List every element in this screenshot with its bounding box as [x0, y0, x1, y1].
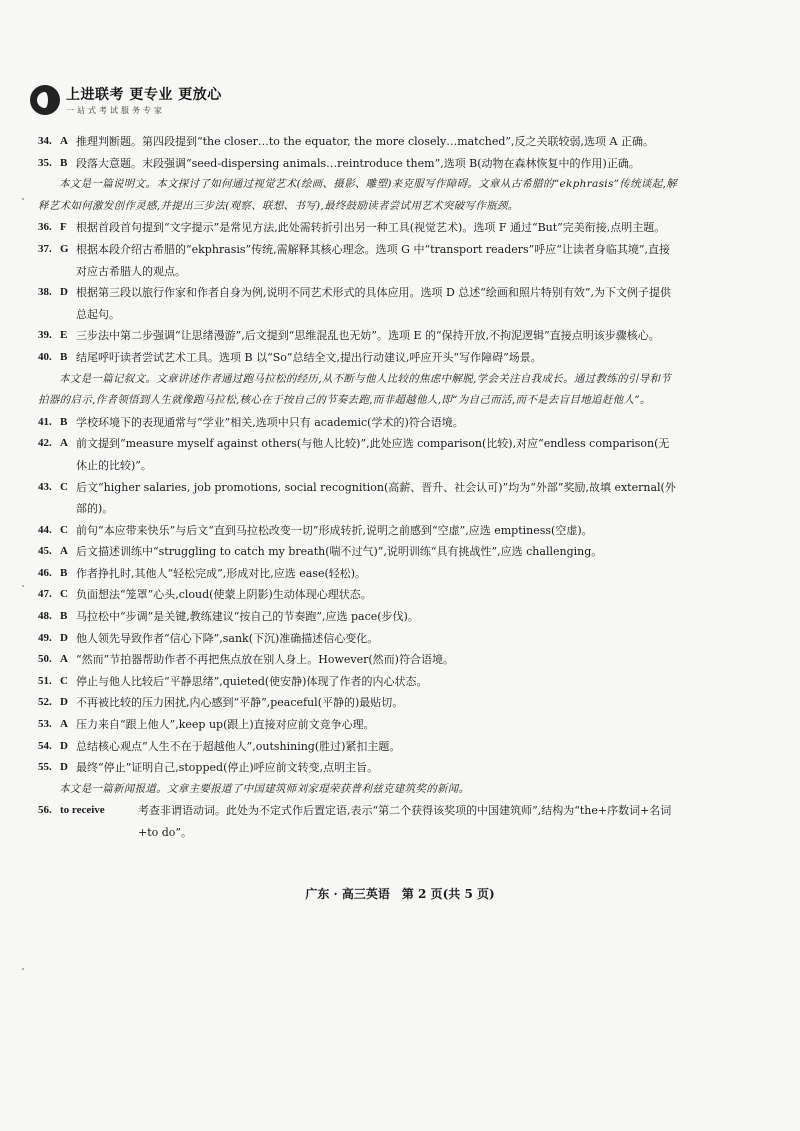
answer-explanation: “然而”节拍器帮助作者不再把焦点放在别人身上。However(然而)符合语境。: [76, 653, 454, 667]
answer-explanation: 根据首段首句提到“文字提示”是常见方法,此处需转折引出另一种工具(视觉艺术)。选项 F 通过“But”完美衔接,点明主题。: [76, 221, 666, 235]
answer-item: [38, 606, 678, 628]
answer-item: [38, 217, 678, 239]
answer-key: B: [60, 566, 68, 579]
scan-mark: [22, 585, 24, 587]
question-number: 40.: [38, 350, 52, 363]
answer-explanation: 段落大意题。末段强调“seed-dispersing animals…reintroduce them”,选项 B(动物在森林恢复中的作用)正确。: [76, 156, 640, 170]
answer-item: [38, 239, 678, 282]
answer-explanation: 前文提到“measure myself against others(与他人比较)”,此处应选 comparison(比较),对应“endless comparison(无休止的比较)”。: [76, 437, 670, 472]
answer-key: B: [60, 350, 68, 363]
answer-key: to receive: [60, 804, 105, 817]
answer-key: B: [60, 156, 68, 169]
question-number: 51.: [38, 674, 52, 687]
question-number: 55.: [38, 761, 52, 774]
answer-explanation: 马拉松中“步调”是关键,教练建议“按自己的节奏跑”,应选 pace(步伐)。: [76, 610, 419, 624]
answer-explanation: 不再被比较的压力困扰,内心感到“平静”,peaceful(平静的)最贴切。: [76, 696, 404, 710]
question-number: 53.: [38, 718, 52, 731]
brand-logo: [30, 84, 222, 116]
answer-key: A: [60, 545, 68, 558]
question-number: 54.: [38, 739, 52, 752]
answer-item: [38, 477, 678, 520]
answer-item: [38, 325, 678, 347]
answer-explanation: 推理判断题。第四段提到“the closer…to the equator, the more closely…matched”,反之关联较弱,选项 A 正确。: [76, 135, 654, 148]
answer-explanation: 学校环境下的表现通常与“学业”相关,选项中只有 academic(学术的)符合语境。: [76, 415, 464, 429]
answer-explanation: 最终“停止”证明自己,stopped(停止)呼应前文转变,点明主旨。: [76, 761, 379, 775]
answer-key: C: [60, 674, 68, 687]
answer-key: E: [60, 329, 68, 342]
question-number: 49.: [38, 631, 52, 644]
answer-item: [38, 649, 678, 671]
answer-item: [38, 757, 678, 779]
answer-explanation: 后文描述训练中“struggling to catch my breath(喘不过气)”,说明训练“具有挑战性”,应选 challenging。: [76, 545, 603, 559]
question-number: 48.: [38, 610, 52, 623]
answer-key: F: [60, 221, 67, 234]
answer-explanation: 他人领先导致作者“信心下降”,sank(下沉)准确描述信心变化。: [76, 631, 379, 645]
answer-explanation: 总结核心观点“人生不在于超越他人”,outshining(胜过)紧扣主题。: [76, 739, 401, 753]
question-number: 34.: [38, 135, 52, 147]
answer-explanation: 作者挣扎时,其他人“轻松完成”,形成对比,应选 ease(轻松)。: [76, 566, 367, 580]
question-number: 44.: [38, 523, 52, 536]
answer-key: A: [60, 653, 68, 666]
answer-key: D: [60, 761, 68, 774]
answer-explanation: 前句“本应带来快乐”与后文“直到马拉松改变一切”形成转折,说明之前感到“空虚”,应选 emptiness(空虚)。: [76, 523, 593, 537]
answer-key: D: [60, 286, 68, 299]
question-number: 46.: [38, 566, 52, 579]
answer-item: [38, 282, 678, 325]
answer-item: [38, 131, 678, 153]
answer-explanation: 三步法中第二步强调“让思绪漫游”,后文提到“思维混乱也无妨”。选项 E 的“保持开放,不拘泥逻辑”直接点明该步骤核心。: [76, 329, 660, 343]
question-number: 37.: [38, 242, 52, 255]
answer-explanation: 考查非谓语动词。此处为不定式作后置定语,表示“第二个获得该奖项的中国建筑师”,结构为“the+序数词+名词+to do”。: [138, 804, 672, 839]
answer-key: A: [60, 135, 68, 147]
answer-key: A: [60, 718, 68, 731]
answer-key: C: [60, 480, 68, 493]
answer-item: [38, 153, 678, 175]
question-number: 36.: [38, 221, 52, 234]
answer-item: [38, 628, 678, 650]
question-number: 50.: [38, 653, 52, 666]
answer-key: B: [60, 415, 68, 428]
answer-item: [38, 800, 678, 843]
answer-item: [38, 347, 678, 369]
answer-explanation: 根据本段介绍古希腊的“ekphrasis”传统,需解释其核心理念。选项 G 中“transport readers”呼应“让读者身临其境”,直接对应古希腊人的观点。: [76, 242, 671, 278]
answer-item: [38, 736, 678, 758]
answer-explanations: [38, 131, 678, 844]
scan-mark: [22, 968, 24, 970]
question-number: 43.: [38, 480, 52, 493]
answer-key: C: [60, 588, 68, 601]
answer-key: G: [60, 242, 69, 255]
question-number: 45.: [38, 545, 52, 558]
logo-icon: [30, 85, 60, 115]
answer-item: [38, 541, 678, 563]
question-number: 35.: [38, 156, 52, 169]
passage-summary: 本文是一篇新闻报道。文章主要报道了中国建筑师刘家琨荣获普利兹克建筑奖的新闻。: [59, 782, 470, 795]
answer-item: [38, 714, 678, 736]
question-number: 52.: [38, 696, 52, 709]
answer-item: [38, 584, 678, 606]
question-number: 56.: [38, 804, 52, 817]
logo-slogan: 上进联考 更专业 更放心: [66, 87, 222, 103]
question-number: 38.: [38, 286, 52, 299]
passage-summary: 本文是一篇记叙文。文章讲述作者通过跑马拉松的经历,从不断与他人比较的焦虑中解脱,学会关注自我成长。通过教练的引导和节拍器的启示,作者领悟到人生就像跑马拉松,核心在于按自己的节奏去跑,而非超越他人,即“为自己而活,而不是去盲目地追赶他人”。: [38, 372, 672, 407]
question-number: 42.: [38, 437, 52, 450]
answer-item: [38, 671, 678, 693]
passage-summary: 本文是一篇说明文。本文探讨了如何通过视觉艺术(绘画、摄影、雕塑)来克服写作障碍。文章从古希腊的“ekphrasis”传统谈起,解释艺术如何激发创作灵感,并提出三步法(观察、联想、书写),最终鼓励读者尝试用艺术突破写作瓶颈。: [38, 178, 677, 212]
question-number: 47.: [38, 588, 52, 601]
answer-item: [38, 520, 678, 542]
answer-item: [38, 563, 678, 585]
answer-key: C: [60, 523, 68, 536]
answer-key: B: [60, 610, 68, 623]
page-footer: 广东 · 高三英语 第 2 页(共 5 页): [305, 887, 495, 901]
answer-item: [38, 433, 678, 476]
answer-explanation: 根据第三段以旅行作家和作者自身为例,说明不同艺术形式的具体应用。选项 D 总述“绘画和照片特别有效”,为下文例子提供总起句。: [76, 286, 672, 321]
logo-tagline: 一站式考试服务专家: [66, 106, 165, 115]
answer-item: [38, 692, 678, 714]
question-number: 39.: [38, 329, 52, 342]
answer-explanation: 停止与他人比较后“平静思绪”,quieted(使安静)体现了作者的内心状态。: [76, 674, 428, 688]
answer-key: A: [60, 437, 68, 450]
logo-text: [66, 84, 222, 116]
answer-explanation: 压力来自“跟上他人”,keep up(跟上)直接对应前文竞争心理。: [76, 718, 375, 732]
answer-item: [38, 412, 678, 434]
scan-mark: [22, 198, 24, 200]
answer-explanation: 负面想法“笼罩”心头,cloud(使蒙上阴影)生动体现心理状态。: [76, 588, 372, 602]
answer-explanation: 结尾呼吁读者尝试艺术工具。选项 B 以“So”总结全文,提出行动建议,呼应开头“写作障碍”场景。: [76, 350, 542, 364]
question-number: 41.: [38, 415, 52, 428]
answer-explanation: 后文“higher salaries, job promotions, social recognition(高薪、晋升、社会认可)”均为“外部”奖励,故填 external(外部的)。: [76, 480, 676, 516]
answer-key: D: [60, 631, 68, 644]
answer-key: D: [60, 739, 68, 752]
answer-key: D: [60, 696, 68, 709]
